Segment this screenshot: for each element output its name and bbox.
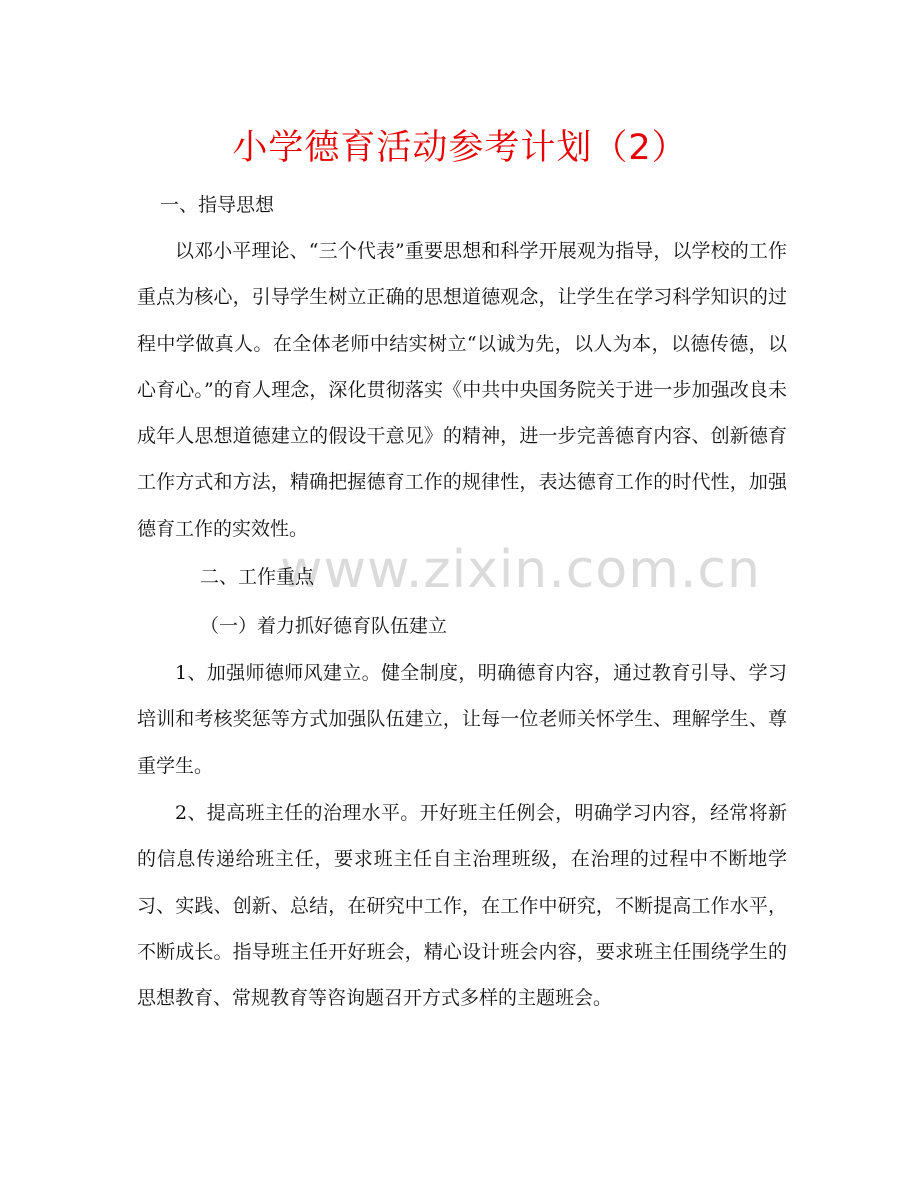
paragraph-guiding-thought: 以邓小平理论、“三个代表”重要思想和科学开展观为指导，以学校的工作重点为核心，引导学生树立正确的思想道德观念，让学生在学习科学知识的过程中学做真人。在全体老师中结实树立“以诚为先，以人为本，以德传德，以心育心。”的育人理念，深化贯彻落实《中共中央国务院关于进一步加强改良未成年人思想道德建立的假设干意见》的精神，进一步完善德育内容、创新德育工作方式和方法，精确把握德育工作的规律性，表达德育工作的时代性，加强德育工作的实效性。 — [137, 240, 787, 540]
paragraph-item-1: 1、加强师德师风建立。健全制度，明确德育内容，通过教育引导、学习培训和考核奖惩等方式加强队伍建立，让每一位老师关怀学生、理解学生、尊重学生。 — [137, 662, 787, 777]
watermark-text: www.zixin.com.cn — [280, 540, 761, 600]
document-title: 小学德育活动参考计划（2） — [232, 128, 688, 168]
section-heading-work-focus: 二、工作重点 — [200, 566, 315, 588]
paragraph-item-2: 2、提高班主任的治理水平。开好班主任例会，明确学习内容，经常将新的信息传递给班主任，要求班主任自主治理班级，在治理的过程中不断地学习、实践、创新、总结，在研究中工作，在工作中研究，不断提高工作水平，不断成长。指导班主任开好班会，精心设计班会内容，要求班主任围绕学生的思想教育、常规教育等咨询题召开方式多样的主题班会。 — [137, 802, 787, 1010]
section-heading-guiding-thought: 一、指导思想 — [160, 194, 275, 216]
subsection-heading-team-building: （一）着力抓好德育队伍建立 — [200, 615, 448, 637]
